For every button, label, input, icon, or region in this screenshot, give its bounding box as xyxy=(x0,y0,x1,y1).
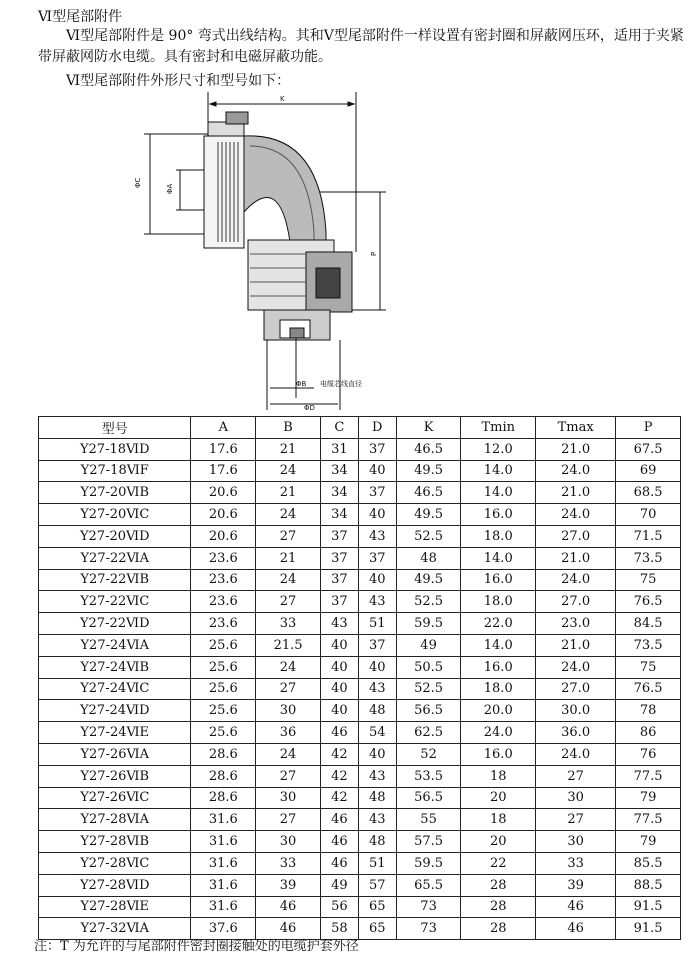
value-cell: 23.6 xyxy=(191,613,256,635)
value-cell: 21 xyxy=(256,438,321,460)
model-cell: Y27-26ⅥA xyxy=(39,743,191,765)
value-cell: 14.0 xyxy=(461,547,536,569)
model-cell: Y27-26ⅥC xyxy=(39,787,191,809)
value-cell: 48 xyxy=(358,787,396,809)
footnote: 注：T 为允许的与尾部附件密封圈接触处的电缆护套外径 xyxy=(34,939,359,954)
column-header: Tmax xyxy=(536,417,616,439)
value-cell: 59.5 xyxy=(396,852,461,874)
value-cell: 46.5 xyxy=(396,482,461,504)
value-cell: 46 xyxy=(256,918,321,940)
value-cell: 77.5 xyxy=(616,809,681,831)
value-cell: 76.5 xyxy=(616,591,681,613)
value-cell: 43 xyxy=(358,591,396,613)
label-d: ΦD xyxy=(304,404,315,412)
column-header: P xyxy=(616,417,681,439)
value-cell: 27 xyxy=(256,809,321,831)
value-cell: 42 xyxy=(320,743,358,765)
table-row xyxy=(39,831,681,853)
value-cell: 24 xyxy=(256,460,321,482)
value-cell: 28.6 xyxy=(191,765,256,787)
model-cell: Y27-24ⅥC xyxy=(39,678,191,700)
value-cell: 14.0 xyxy=(461,634,536,656)
value-cell: 40 xyxy=(358,504,396,526)
value-cell: 37 xyxy=(320,547,358,569)
value-cell: 23.6 xyxy=(191,591,256,613)
value-cell: 31.6 xyxy=(191,831,256,853)
value-cell: 33 xyxy=(256,852,321,874)
value-cell: 24 xyxy=(256,569,321,591)
value-cell: 14.0 xyxy=(461,460,536,482)
value-cell: 53.5 xyxy=(396,765,461,787)
value-cell: 49.5 xyxy=(396,569,461,591)
value-cell: 73.5 xyxy=(616,634,681,656)
value-cell: 43 xyxy=(320,613,358,635)
value-cell: 42 xyxy=(320,787,358,809)
value-cell: 25.6 xyxy=(191,656,256,678)
section-title: Ⅵ型尾部附件 xyxy=(38,9,123,25)
value-cell: 30 xyxy=(256,787,321,809)
value-cell: 20.6 xyxy=(191,525,256,547)
value-cell: 27.0 xyxy=(536,591,616,613)
value-cell: 54 xyxy=(358,722,396,744)
model-cell: Y27-22ⅥC xyxy=(39,591,191,613)
value-cell: 33 xyxy=(536,852,616,874)
value-cell: 40 xyxy=(320,634,358,656)
value-cell: 55 xyxy=(396,809,461,831)
table-row xyxy=(39,874,681,896)
column-header: C xyxy=(320,417,358,439)
value-cell: 49.5 xyxy=(396,504,461,526)
table-row xyxy=(39,591,681,613)
value-cell: 18.0 xyxy=(461,525,536,547)
value-cell: 37 xyxy=(358,482,396,504)
model-cell: Y27-22ⅥD xyxy=(39,613,191,635)
value-cell: 18.0 xyxy=(461,591,536,613)
table-row xyxy=(39,809,681,831)
value-cell: 31.6 xyxy=(191,874,256,896)
value-cell: 58 xyxy=(320,918,358,940)
value-cell: 76 xyxy=(616,743,681,765)
connector-drawing xyxy=(130,92,400,414)
value-cell: 30.0 xyxy=(536,700,616,722)
value-cell: 24.0 xyxy=(536,743,616,765)
value-cell: 16.0 xyxy=(461,743,536,765)
value-cell: 71.5 xyxy=(616,525,681,547)
value-cell: 79 xyxy=(616,787,681,809)
value-cell: 73 xyxy=(396,918,461,940)
value-cell: 27 xyxy=(256,765,321,787)
value-cell: 34 xyxy=(320,460,358,482)
value-cell: 85.5 xyxy=(616,852,681,874)
value-cell: 28 xyxy=(461,918,536,940)
value-cell: 31.6 xyxy=(191,852,256,874)
value-cell: 40 xyxy=(358,656,396,678)
value-cell: 22.0 xyxy=(461,613,536,635)
value-cell: 21.0 xyxy=(536,438,616,460)
value-cell: 67.5 xyxy=(616,438,681,460)
table-row xyxy=(39,634,681,656)
value-cell: 37 xyxy=(358,634,396,656)
value-cell: 27 xyxy=(256,678,321,700)
value-cell: 91.5 xyxy=(616,896,681,918)
value-cell: 46 xyxy=(536,918,616,940)
value-cell: 30 xyxy=(536,787,616,809)
value-cell: 27.0 xyxy=(536,678,616,700)
model-cell: Y27-24ⅥD xyxy=(39,700,191,722)
value-cell: 27 xyxy=(536,809,616,831)
value-cell: 37.6 xyxy=(191,918,256,940)
table-row xyxy=(39,852,681,874)
model-cell: Y27-32ⅥA xyxy=(39,918,191,940)
value-cell: 57.5 xyxy=(396,831,461,853)
label-p: P xyxy=(370,251,378,256)
value-cell: 73 xyxy=(396,896,461,918)
value-cell: 18 xyxy=(461,765,536,787)
model-cell: Y27-28ⅥC xyxy=(39,852,191,874)
model-cell: Y27-20ⅥD xyxy=(39,525,191,547)
table-row xyxy=(39,700,681,722)
value-cell: 16.0 xyxy=(461,569,536,591)
column-header: 型号 xyxy=(39,417,191,439)
intro-line: Ⅵ型尾部附件外形尺寸和型号如下： xyxy=(66,73,291,89)
value-cell: 23.6 xyxy=(191,569,256,591)
value-cell: 59.5 xyxy=(396,613,461,635)
column-header: A xyxy=(191,417,256,439)
value-cell: 18 xyxy=(461,809,536,831)
value-cell: 27 xyxy=(256,525,321,547)
column-header: B xyxy=(256,417,321,439)
value-cell: 40 xyxy=(320,678,358,700)
table-row xyxy=(39,722,681,744)
value-cell: 21 xyxy=(256,547,321,569)
value-cell: 31.6 xyxy=(191,809,256,831)
value-cell: 14.0 xyxy=(461,482,536,504)
value-cell: 51 xyxy=(358,613,396,635)
value-cell: 37 xyxy=(358,438,396,460)
model-cell: Y27-26ⅥB xyxy=(39,765,191,787)
value-cell: 37 xyxy=(320,569,358,591)
table-row xyxy=(39,896,681,918)
table-row xyxy=(39,547,681,569)
value-cell: 78 xyxy=(616,700,681,722)
value-cell: 50.5 xyxy=(396,656,461,678)
value-cell: 77.5 xyxy=(616,765,681,787)
value-cell: 20.6 xyxy=(191,482,256,504)
value-cell: 20.6 xyxy=(191,504,256,526)
model-cell: Y27-20ⅥB xyxy=(39,482,191,504)
value-cell: 68.5 xyxy=(616,482,681,504)
value-cell: 37 xyxy=(320,525,358,547)
model-cell: Y27-24ⅥB xyxy=(39,656,191,678)
value-cell: 73.5 xyxy=(616,547,681,569)
value-cell: 36 xyxy=(256,722,321,744)
label-b: ΦB xyxy=(296,380,307,388)
table-row xyxy=(39,482,681,504)
model-cell: Y27-28ⅥD xyxy=(39,874,191,896)
label-a: ΦA xyxy=(166,183,174,194)
value-cell: 28 xyxy=(461,874,536,896)
value-cell: 46 xyxy=(256,896,321,918)
value-cell: 40 xyxy=(358,743,396,765)
value-cell: 25.6 xyxy=(191,722,256,744)
table-row xyxy=(39,656,681,678)
value-cell: 37 xyxy=(320,591,358,613)
value-cell: 21.5 xyxy=(256,634,321,656)
value-cell: 16.0 xyxy=(461,656,536,678)
value-cell: 31.6 xyxy=(191,896,256,918)
value-cell: 20.0 xyxy=(461,700,536,722)
value-cell: 65 xyxy=(358,896,396,918)
value-cell: 91.5 xyxy=(616,918,681,940)
model-cell: Y27-28ⅥE xyxy=(39,896,191,918)
value-cell: 33 xyxy=(256,613,321,635)
column-header: Tmin xyxy=(461,417,536,439)
value-cell: 30 xyxy=(256,700,321,722)
value-cell: 27 xyxy=(256,591,321,613)
value-cell: 43 xyxy=(358,809,396,831)
value-cell: 57 xyxy=(358,874,396,896)
value-cell: 25.6 xyxy=(191,634,256,656)
value-cell: 56 xyxy=(320,896,358,918)
value-cell: 75 xyxy=(616,656,681,678)
value-cell: 28.6 xyxy=(191,743,256,765)
value-cell: 39 xyxy=(256,874,321,896)
value-cell: 34 xyxy=(320,504,358,526)
value-cell: 17.6 xyxy=(191,460,256,482)
value-cell: 52 xyxy=(396,743,461,765)
value-cell: 52.5 xyxy=(396,678,461,700)
value-cell: 28 xyxy=(461,896,536,918)
value-cell: 69 xyxy=(616,460,681,482)
value-cell: 36.0 xyxy=(536,722,616,744)
value-cell: 27 xyxy=(536,765,616,787)
value-cell: 40 xyxy=(358,460,396,482)
value-cell: 21 xyxy=(256,482,321,504)
value-cell: 43 xyxy=(358,525,396,547)
value-cell: 24 xyxy=(256,504,321,526)
value-cell: 48 xyxy=(358,831,396,853)
value-cell: 46 xyxy=(536,896,616,918)
value-cell: 49.5 xyxy=(396,460,461,482)
value-cell: 24.0 xyxy=(536,504,616,526)
table-row xyxy=(39,613,681,635)
value-cell: 70 xyxy=(616,504,681,526)
value-cell: 17.6 xyxy=(191,438,256,460)
model-cell: Y27-22ⅥA xyxy=(39,547,191,569)
value-cell: 39 xyxy=(536,874,616,896)
table-row xyxy=(39,504,681,526)
model-cell: Y27-22ⅥB xyxy=(39,569,191,591)
value-cell: 28.6 xyxy=(191,787,256,809)
value-cell: 42 xyxy=(320,765,358,787)
value-cell: 40 xyxy=(358,569,396,591)
value-cell: 31 xyxy=(320,438,358,460)
value-cell: 52.5 xyxy=(396,591,461,613)
table-row xyxy=(39,460,681,482)
model-cell: Y27-24ⅥE xyxy=(39,722,191,744)
value-cell: 24.0 xyxy=(461,722,536,744)
value-cell: 49 xyxy=(320,874,358,896)
column-header: K xyxy=(396,417,461,439)
value-cell: 24 xyxy=(256,743,321,765)
value-cell: 46 xyxy=(320,831,358,853)
value-cell: 24.0 xyxy=(536,460,616,482)
value-cell: 24.0 xyxy=(536,656,616,678)
value-cell: 12.0 xyxy=(461,438,536,460)
model-cell: Y27-18ⅥD xyxy=(39,438,191,460)
model-cell: Y27-24ⅥA xyxy=(39,634,191,656)
value-cell: 27.0 xyxy=(536,525,616,547)
label-c: ΦC xyxy=(134,177,142,188)
value-cell: 22 xyxy=(461,852,536,874)
value-cell: 56.5 xyxy=(396,700,461,722)
value-cell: 46 xyxy=(320,809,358,831)
value-cell: 23.0 xyxy=(536,613,616,635)
value-cell: 43 xyxy=(358,678,396,700)
value-cell: 21.0 xyxy=(536,634,616,656)
value-cell: 20 xyxy=(461,831,536,853)
value-cell: 16.0 xyxy=(461,504,536,526)
label-cable: 电缆芯线直径 xyxy=(320,380,362,388)
model-cell: Y27-28ⅥA xyxy=(39,809,191,831)
value-cell: 48 xyxy=(396,547,461,569)
value-cell: 21.0 xyxy=(536,482,616,504)
value-cell: 24.0 xyxy=(536,569,616,591)
value-cell: 48 xyxy=(358,700,396,722)
value-cell: 30 xyxy=(536,831,616,853)
table-row xyxy=(39,787,681,809)
value-cell: 40 xyxy=(320,700,358,722)
value-cell: 52.5 xyxy=(396,525,461,547)
table-row xyxy=(39,743,681,765)
value-cell: 46.5 xyxy=(396,438,461,460)
value-cell: 23.6 xyxy=(191,547,256,569)
value-cell: 25.6 xyxy=(191,678,256,700)
value-cell: 24 xyxy=(256,656,321,678)
value-cell: 49 xyxy=(396,634,461,656)
value-cell: 25.6 xyxy=(191,700,256,722)
value-cell: 46 xyxy=(320,722,358,744)
table-header-row xyxy=(39,417,681,439)
model-cell: Y27-18ⅥF xyxy=(39,460,191,482)
value-cell: 62.5 xyxy=(396,722,461,744)
value-cell: 76.5 xyxy=(616,678,681,700)
value-cell: 65.5 xyxy=(396,874,461,896)
model-cell: Y27-20ⅥC xyxy=(39,504,191,526)
value-cell: 18.0 xyxy=(461,678,536,700)
table-row xyxy=(39,765,681,787)
column-header: D xyxy=(358,417,396,439)
value-cell: 51 xyxy=(358,852,396,874)
value-cell: 65 xyxy=(358,918,396,940)
value-cell: 86 xyxy=(616,722,681,744)
value-cell: 21.0 xyxy=(536,547,616,569)
value-cell: 46 xyxy=(320,852,358,874)
value-cell: 79 xyxy=(616,831,681,853)
value-cell: 34 xyxy=(320,482,358,504)
dimensions-table xyxy=(38,416,681,940)
table-row xyxy=(39,678,681,700)
value-cell: 43 xyxy=(358,765,396,787)
description-paragraph: Ⅵ型尾部附件是 90° 弯式出线结构。其和Ⅴ型尾部附件一样设置有密封圈和屏蔽网压环，适用于夹紧带屏蔽网防水电缆。具有密封和电磁屏蔽功能。 xyxy=(38,28,684,65)
model-cell: Y27-28ⅥB xyxy=(39,831,191,853)
value-cell: 40 xyxy=(320,656,358,678)
label-k: K xyxy=(280,95,285,103)
value-cell: 20 xyxy=(461,787,536,809)
table-row xyxy=(39,438,681,460)
value-cell: 84.5 xyxy=(616,613,681,635)
value-cell: 56.5 xyxy=(396,787,461,809)
value-cell: 37 xyxy=(358,547,396,569)
value-cell: 30 xyxy=(256,831,321,853)
value-cell: 75 xyxy=(616,569,681,591)
table-row xyxy=(39,525,681,547)
value-cell: 88.5 xyxy=(616,874,681,896)
table-row xyxy=(39,569,681,591)
